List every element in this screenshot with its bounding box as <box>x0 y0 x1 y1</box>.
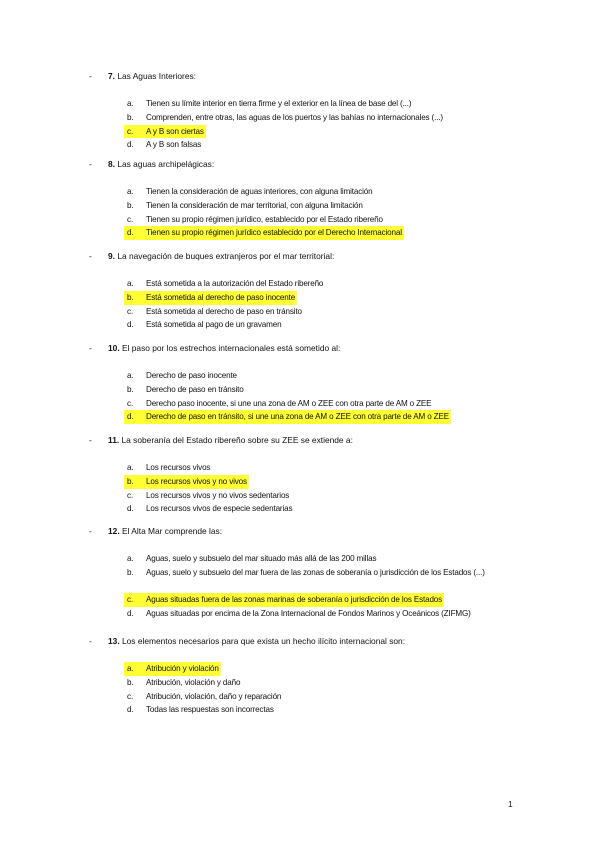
option-letter: b. <box>127 384 134 394</box>
option-letter: d. <box>127 504 134 514</box>
option-text: Tienen su propio régimen jurídico, establecido por el Estado ribereño <box>146 214 383 224</box>
bullet-dash: - <box>89 159 92 169</box>
bullet-dash: - <box>89 435 92 445</box>
answer-options <box>0 662 600 717</box>
option-letter: a. <box>127 187 134 196</box>
option-text: A y B son falsas <box>146 140 202 150</box>
option-text: Está sometida al derecho de paso inocente <box>146 291 297 305</box>
option-letter: c. <box>124 125 146 139</box>
option-text: Aguas situadas por encima de la Zona Internacional de Fondos Marinos y Oceánicos (ZIFMG) <box>146 609 471 619</box>
option-letter: c. <box>124 593 146 607</box>
option-text: Aguas, suelo y subsuelo del mar situado más allá de las 200 millas <box>146 554 377 563</box>
question-label: La soberanía del Estado ribereño sobre su ZEE se extiende a: <box>121 435 353 445</box>
option-letter: a. <box>127 99 134 108</box>
question-number: 13. <box>108 636 120 646</box>
option-letter: a. <box>127 463 134 472</box>
option-text: Los recursos vivos de especie sedentarias <box>146 504 293 514</box>
option-text: Los recursos vivos y no vivos sedentarios <box>146 490 290 500</box>
answer-options <box>0 97 600 152</box>
question-block <box>0 341 600 424</box>
question-label: El paso por los estrechos internacionales está sometido al: <box>121 343 341 353</box>
option-letter: d. <box>127 140 134 150</box>
option-letter: c. <box>127 490 134 500</box>
answer-option <box>0 703 600 717</box>
question-block <box>0 634 600 717</box>
answer-option-highlighted <box>0 410 600 424</box>
bullet-dash: - <box>89 636 92 646</box>
option-letter: d. <box>127 705 134 715</box>
question-text <box>108 524 222 538</box>
option-text: Aguas situadas fuera de las zonas marinas de soberanía o jurisdicción de los Estados <box>146 593 444 607</box>
question-label: El Alta Mar comprende las: <box>121 526 223 536</box>
answer-option <box>0 305 600 319</box>
option-letter: c. <box>127 691 134 701</box>
option-letter: d. <box>124 410 146 424</box>
question-block <box>0 69 600 152</box>
question-label: La navegación de buques extranjeros por el mar territorial: <box>117 251 335 261</box>
question-number: 11. <box>108 435 120 445</box>
answer-option-highlighted <box>0 226 600 240</box>
question-heading <box>0 341 600 355</box>
question-number: 12. <box>108 526 120 536</box>
option-letter: a. <box>127 554 134 563</box>
option-text: Atribución y violación <box>146 662 221 676</box>
answer-option-highlighted <box>0 475 600 489</box>
answer-option-highlighted <box>0 593 600 607</box>
question-label: Las aguas archipelágicas: <box>117 159 215 169</box>
bullet-dash: - <box>89 251 92 261</box>
option-letter: a. <box>124 662 146 676</box>
option-text: Derecho de paso en tránsito, si une una zona de AM o ZEE con otra parte de AM o ZEE <box>146 410 451 424</box>
answer-option <box>0 690 600 704</box>
answer-option <box>0 489 600 503</box>
question-number: 8. <box>108 159 115 169</box>
option-letter: c. <box>127 306 134 316</box>
option-text: Atribución, violación, daño y reparación <box>146 691 282 701</box>
question-block <box>0 433 600 516</box>
page-number: 1 <box>508 799 513 809</box>
answer-option <box>0 138 600 152</box>
answer-option <box>0 369 600 383</box>
option-letter: d. <box>127 609 134 619</box>
answer-option <box>0 461 600 475</box>
option-text: Tienen la consideración de mar territorial, con alguna limitación <box>146 200 363 210</box>
option-text: Los recursos vivos <box>146 463 211 472</box>
answer-option <box>0 277 600 291</box>
answer-option <box>0 502 600 516</box>
option-text: Derecho de paso en tránsito <box>146 384 244 394</box>
question-heading <box>0 433 600 447</box>
question-number: 10. <box>108 343 120 353</box>
question-block <box>0 249 600 332</box>
option-text: Comprenden, entre otras, las aguas de los puertos y las bahías no internacionales (...) <box>146 112 443 122</box>
option-text: Tienen su límite interior en tierra firme y el exterior en la línea de base del (...) <box>146 99 412 108</box>
option-text: Está sometida al derecho de paso en tránsito <box>146 306 302 316</box>
question-block <box>0 524 600 621</box>
option-letter: b. <box>127 677 134 687</box>
option-letter: b. <box>127 112 134 122</box>
question-heading <box>0 634 600 648</box>
answer-option <box>0 566 600 594</box>
option-letter: d. <box>127 320 134 330</box>
answer-option <box>0 185 600 199</box>
option-text: Tienen su propio régimen jurídico establecido por el Derecho Internacional <box>146 226 404 240</box>
question-number: 9. <box>108 251 115 261</box>
option-text: Aguas, suelo y subsuelo del mar fuera de las zonas de soberanía o jurisdicción de los Estados (...) <box>146 567 485 577</box>
answer-option <box>0 397 600 411</box>
answer-option <box>0 607 600 621</box>
answer-option-highlighted <box>0 291 600 305</box>
answer-option <box>0 552 600 566</box>
answer-options <box>0 461 600 516</box>
option-letter: c. <box>127 214 134 224</box>
option-text: Derecho de paso inocente <box>146 371 237 380</box>
option-letter: a. <box>127 371 134 380</box>
answer-option <box>0 213 600 227</box>
question-label: Los elementos necesarios para que exista un hecho ilícito internacional son: <box>121 636 406 646</box>
option-letter: d. <box>124 226 146 240</box>
question-text <box>108 249 334 263</box>
question-text <box>108 341 340 355</box>
option-letter: b. <box>127 567 134 577</box>
option-text: Los recursos vivos y no vivos <box>146 475 249 489</box>
question-number: 7. <box>108 71 115 81</box>
option-text: A y B son ciertas <box>146 125 206 139</box>
option-letter: c. <box>127 398 134 408</box>
option-text: Derecho paso inocente, si une una zona de AM o ZEE con otra parte de AM o ZEE <box>146 398 432 408</box>
answer-options <box>0 552 600 621</box>
answer-options <box>0 185 600 240</box>
answer-option <box>0 97 600 111</box>
question-block <box>0 157 600 240</box>
answer-option <box>0 111 600 125</box>
answer-option-highlighted <box>0 662 600 676</box>
option-text: Atribución, violación y daño <box>146 677 241 687</box>
option-text: Está sometida al pago de un gravamen <box>146 320 282 330</box>
bullet-dash: - <box>89 71 92 81</box>
answer-option-highlighted <box>0 125 600 139</box>
question-heading <box>0 157 600 171</box>
answer-option <box>0 318 600 332</box>
answer-option <box>0 383 600 397</box>
answer-option <box>0 676 600 690</box>
answer-options <box>0 369 600 424</box>
question-heading <box>0 249 600 263</box>
question-text <box>108 433 353 447</box>
question-text <box>108 157 214 171</box>
question-text <box>108 634 405 648</box>
option-letter: b. <box>124 291 146 305</box>
question-heading <box>0 524 600 538</box>
bullet-dash: - <box>89 343 92 353</box>
question-text <box>108 69 196 83</box>
option-letter: b. <box>127 200 134 210</box>
option-letter: a. <box>127 279 134 288</box>
option-text: Tienen la consideración de aguas interiores, con alguna limitación <box>146 187 373 196</box>
option-letter: b. <box>124 475 146 489</box>
option-text: Está sometida a la autorización del Estado ribereño <box>146 279 324 288</box>
option-text: Todas las respuestas son incorrectas <box>146 705 274 715</box>
answer-option <box>0 199 600 213</box>
bullet-dash: - <box>89 526 92 536</box>
question-label: Las Aguas Interiores: <box>117 71 197 81</box>
answer-options <box>0 277 600 332</box>
question-heading <box>0 69 600 83</box>
